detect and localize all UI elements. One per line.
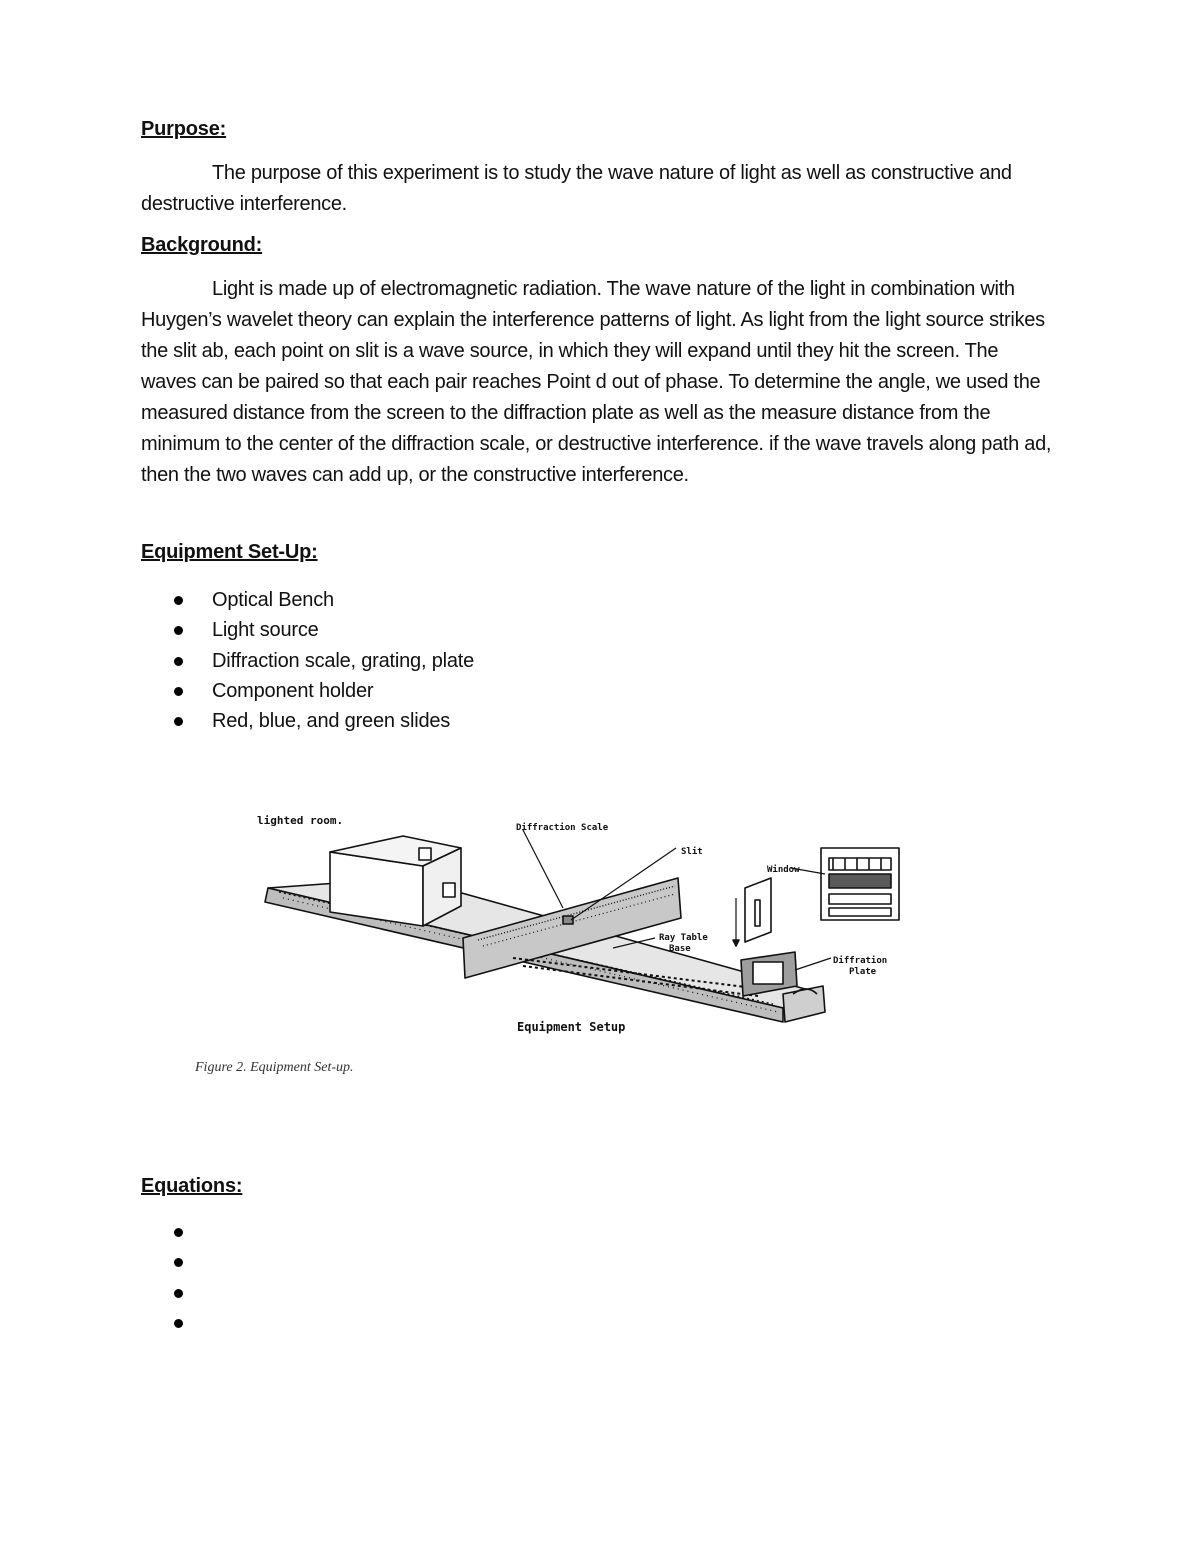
purpose-text: The purpose of this experiment is to study the wave nature of light as well as constructive and destructive interference.: [141, 162, 1012, 215]
label-diffraction-plate: Diffration: [833, 956, 888, 966]
bullet-icon: [174, 1228, 183, 1237]
label-ray-table-base: Base: [669, 944, 691, 954]
bullet-icon: [174, 626, 183, 635]
figure-caption: Figure 2. Equipment Set-up.: [195, 1060, 354, 1075]
equipment-heading: Equipment Set-Up:: [141, 541, 318, 563]
label-diffraction-plate-2: Plate: [849, 967, 877, 977]
label-window: Window: [767, 865, 800, 875]
background-text: Light is made up of electromagnetic radiation. The wave nature of the light in combination with Huygen’s wavelet theory can explain the interference patterns of light. As light from the light source strikes the slit ab, each point on slit is a wave source, in which they will expand until they hit the screen. The waves can be paired so that each pair reaches Point d out of phase. To determine the angle, we used the measured distance from the screen to the diffraction plate as well as the measure distance from the minimum to the center of the diffraction scale, or destructive interference. if the wave travels along path ad, then the two waves can add up, or the constructive interference.: [141, 278, 1052, 486]
bullet-icon: [174, 1319, 183, 1328]
bullet-icon: [174, 687, 183, 696]
label-diffraction-scale: Diffraction Scale: [516, 823, 609, 833]
label-equipment-setup: Equipment Setup: [517, 1020, 626, 1034]
label-ray-table: Ray Table: [659, 933, 708, 943]
bullet-icon: [174, 1289, 183, 1298]
equipment-setup-figure: [193, 808, 913, 1053]
label-lighted-room: lighted room.: [257, 814, 344, 827]
label-slit: Slit: [681, 847, 703, 857]
document-page: Purpose: The purpose of this experiment is to study the wave nature of light as well as constructive and destructive interference. Background: Light is made up of electromagnetic radiation. The wave nature of the light in combination with Huygen’s wavelet theory can explain the interference patterns of light. As light from the light source strikes the slit ab, each point on slit is a wave source, in which they will expand until they hit the screen. The waves can be paired so that each pair reaches Point d out of phase. To determine the angle, we used the measured distance from the screen to the diffraction plate as well as the measure distance from the minimum to the center of the diffraction scale, or destructive interference. if the wave travels along path ad, then the two waves can add up, or the constructive interference. Equipment Set-Up: Optical Bench Light source Diffraction scale, grating, plate Component holder Red, blue, and green slides lighted room. Diffraction Scale Slit Window Ray Table Base Diffration Plate Equipment Setup Figure 2. Equipment Set-up. Equations:: [0, 0, 1200, 1553]
bullet-icon: [174, 596, 183, 605]
purpose-heading: Purpose:: [141, 118, 227, 140]
background-heading: Background:: [141, 234, 263, 256]
bullet-icon: [174, 657, 183, 666]
purpose-paragraph: [141, 158, 1056, 220]
bullet-icon: [174, 717, 183, 726]
bullet-icon: [174, 1258, 183, 1267]
background-paragraph: [141, 274, 1056, 491]
equations-heading: Equations:: [141, 1175, 243, 1197]
